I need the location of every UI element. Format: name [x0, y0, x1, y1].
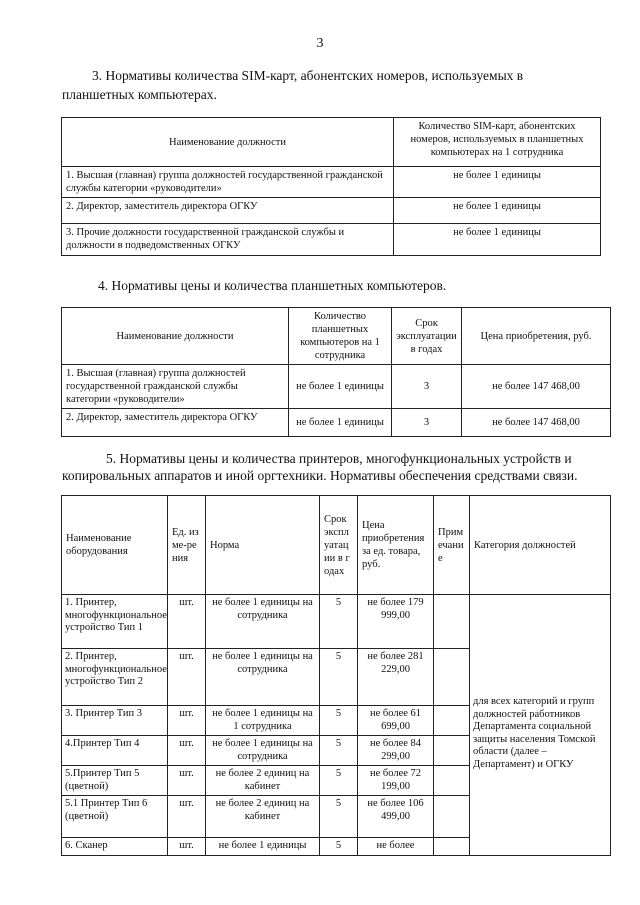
table-header-row: [62, 496, 611, 595]
section3-heading-line1: 3. Нормативы количества SIM-карт, абонентских номеров, используемых в: [92, 68, 524, 83]
header-sim-count: Количество SIM-карт, абонентских номеров, используемых в планшетных компьютерах на 1 сотрудника: [394, 118, 601, 167]
sim-cards-table: [61, 117, 601, 256]
cell-equipment: 5.Принтер Тип 5 (цветной): [62, 766, 168, 796]
table-row: [62, 167, 601, 198]
cell-position: 2. Директор, заместитель директора ОГКУ: [62, 409, 289, 437]
table-row: [62, 409, 611, 437]
cell-equipment: 6. Сканер: [62, 838, 168, 856]
header-price: Цена приобретения за ед. товара, руб.: [358, 496, 434, 595]
header-category: Категория должностей: [470, 496, 611, 595]
section4-heading: 4. Нормативы цены и количества планшетных компьютеров.: [98, 278, 447, 293]
cell-service-life: 5: [320, 838, 358, 856]
cell-price: не более: [358, 838, 434, 856]
cell-norm: не более 2 единиц на кабинет: [206, 766, 320, 796]
cell-note: [434, 595, 470, 649]
cell-note: [434, 838, 470, 856]
cell-note: [434, 649, 470, 706]
header-tablet-count: Количество планшетных компьютеров на 1 сотрудника: [289, 308, 392, 365]
cell-unit: шт.: [168, 838, 206, 856]
cell-equipment: 1. Принтер, многофункциональное устройство Тип 1: [62, 595, 168, 649]
cell-position: 1. Высшая (главная) группа должностей государственной гражданской службы категории «руководители»: [62, 365, 289, 409]
cell-price: не более 106 499,00: [358, 796, 434, 838]
cell-position: 1. Высшая (главная) группа должностей государственной гражданской службы категории «руководители»: [62, 167, 394, 198]
table-row: [62, 198, 601, 224]
cell-norm: не более 1 единицы на сотрудника: [206, 649, 320, 706]
cell-service-life: 5: [320, 595, 358, 649]
section5-heading-line1: 5. Нормативы цены и количества принтеров, многофункциональных устройств и: [106, 451, 572, 466]
header-note: Примечание: [434, 496, 470, 595]
cell-price: не более 72 199,00: [358, 766, 434, 796]
cell-price: не более 84 299,00: [358, 736, 434, 766]
cell-norm: не более 2 единиц на кабинет: [206, 796, 320, 838]
cell-price: не более 147 468,00: [462, 409, 611, 437]
header-unit: Ед. изме-рения: [168, 496, 206, 595]
cell-price: не более 147 468,00: [462, 365, 611, 409]
header-equipment: Наименование оборудования: [62, 496, 168, 595]
cell-note: [434, 706, 470, 736]
cell-norm: не более 1 единицы на сотрудника: [206, 595, 320, 649]
page-number: 3: [316, 36, 324, 51]
cell-equipment: 2. Принтер, многофункциональное устройство Тип 2: [62, 649, 168, 706]
cell-unit: шт.: [168, 736, 206, 766]
equipment-table: [61, 495, 611, 856]
cell-service-life: 5: [320, 649, 358, 706]
cell-note: [434, 796, 470, 838]
tablets-table: [61, 307, 611, 437]
cell-service-life: 3: [392, 409, 462, 437]
cell-quantity: не более 1 единицы: [394, 167, 601, 198]
cell-unit: шт.: [168, 649, 206, 706]
cell-unit: шт.: [168, 796, 206, 838]
cell-norm: не более 1 единицы: [206, 838, 320, 856]
cell-unit: шт.: [168, 706, 206, 736]
table-row: [62, 365, 611, 409]
cell-price: не более 281 229,00: [358, 649, 434, 706]
table-row: [62, 595, 611, 649]
header-price: Цена приобретения, руб.: [462, 308, 611, 365]
cell-quantity: не более 1 единицы: [289, 365, 392, 409]
cell-quantity: не более 1 единицы: [394, 198, 601, 224]
cell-norm: не более 1 единицы на сотрудника: [206, 736, 320, 766]
header-service-life: Срок эксплуатации в годах: [320, 496, 358, 595]
header-norm: Норма: [206, 496, 320, 595]
table-header-row: [62, 308, 611, 365]
table-row: [62, 224, 601, 256]
section5-heading-line2: копировальных аппаратов и иной оргтехники. Нормативы обеспечения средствами связи.: [62, 468, 578, 483]
cell-equipment: 4.Принтер Тип 4: [62, 736, 168, 766]
cell-unit: шт.: [168, 766, 206, 796]
cell-service-life: 3: [392, 365, 462, 409]
table-header-row: [62, 118, 601, 167]
cell-note: [434, 766, 470, 796]
cell-norm: не более 1 единицы на 1 сотрудника: [206, 706, 320, 736]
cell-service-life: 5: [320, 706, 358, 736]
cell-category: для всех категорий и групп должностей работников Департамента социальной защиты населения Томской области (далее – Департамент) и ОГКУ: [470, 595, 611, 856]
header-service-life: Срок эксплуатации в годах: [392, 308, 462, 365]
cell-service-life: 5: [320, 796, 358, 838]
header-position: Наименование должности: [62, 118, 394, 167]
cell-price: не более 61 699,00: [358, 706, 434, 736]
cell-position: 2. Директор, заместитель директора ОГКУ: [62, 198, 394, 224]
section3-heading-line2: планшетных компьютерах.: [62, 87, 217, 102]
cell-quantity: не более 1 единицы: [289, 409, 392, 437]
header-position: Наименование должности: [62, 308, 289, 365]
cell-note: [434, 736, 470, 766]
cell-service-life: 5: [320, 736, 358, 766]
cell-service-life: 5: [320, 766, 358, 796]
cell-equipment: 5.1 Принтер Тип 6 (цветной): [62, 796, 168, 838]
cell-unit: шт.: [168, 595, 206, 649]
cell-quantity: не более 1 единицы: [394, 224, 601, 256]
cell-price: не более 179 999,00: [358, 595, 434, 649]
cell-equipment: 3. Принтер Тип 3: [62, 706, 168, 736]
cell-position: 3. Прочие должности государственной гражданской службы и должности в подведомственных ОГКУ: [62, 224, 394, 256]
